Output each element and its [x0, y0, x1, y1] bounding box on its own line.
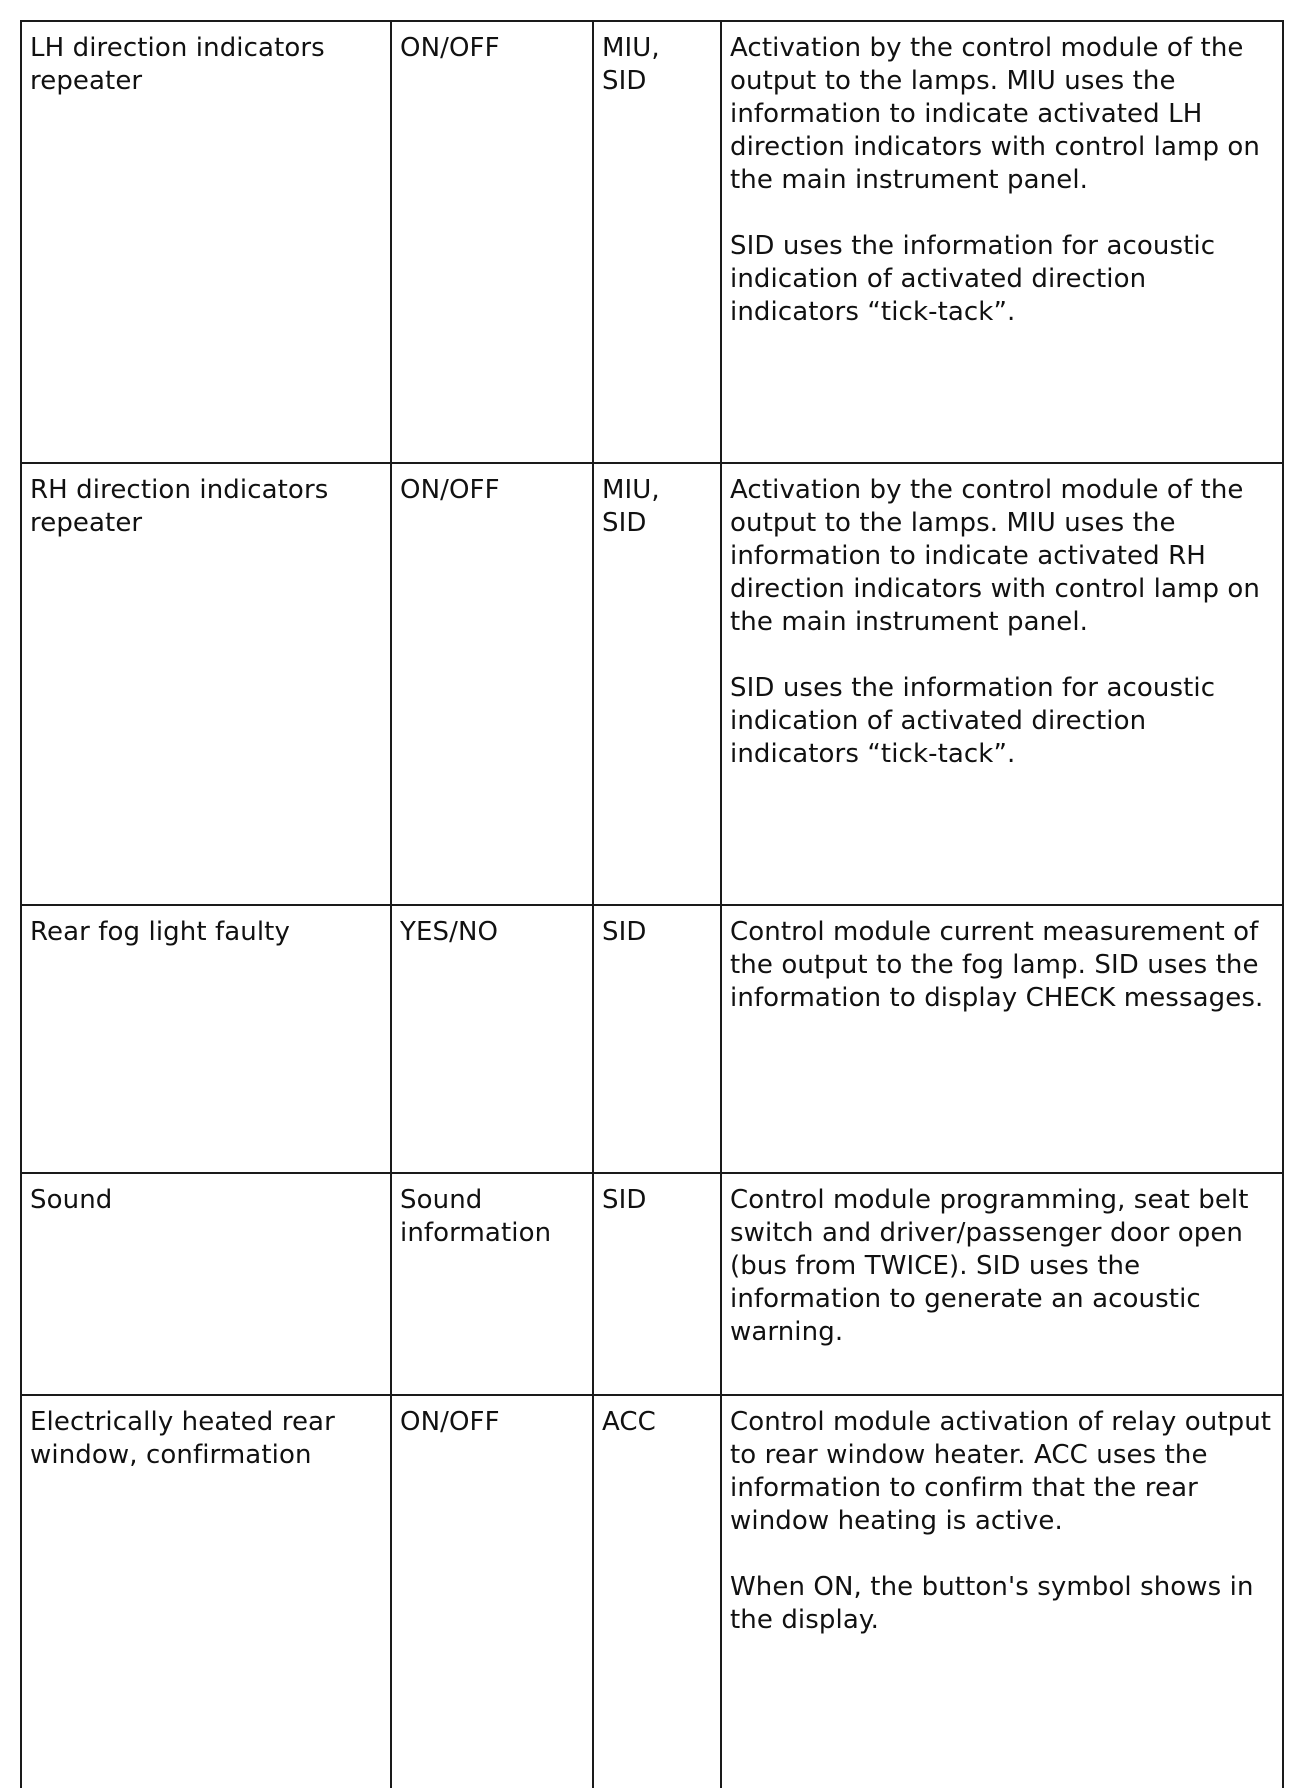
- description-cell: [730, 474, 1275, 771]
- signal-name-cell: Electrically heated rear window, confirmation: [30, 1407, 335, 1470]
- description-cell: [730, 1406, 1275, 1637]
- description-cell: [730, 1184, 1275, 1349]
- description-paragraph: Control module programming, seat belt switch and driver/passenger door open (bus from TWICE). SID uses the information to generate an acoustic warning.: [730, 1185, 1249, 1347]
- signal-name-cell: Sound: [30, 1185, 113, 1215]
- row-divider-4: [20, 1394, 1284, 1396]
- receiver-cell: MIU, SID: [602, 475, 660, 538]
- signal-name-cell: LH direction indicators repeater: [30, 33, 325, 96]
- description-paragraph: SID uses the information for acoustic indication of activated direction indicators “tick-tack”.: [730, 673, 1216, 769]
- row-divider-1: [20, 462, 1284, 464]
- signal-value-cell: ON/OFF: [400, 1407, 500, 1437]
- signal-value-cell: ON/OFF: [400, 475, 500, 505]
- receiver-cell: MIU, SID: [602, 33, 660, 96]
- description-paragraph: Activation by the control module of the output to the lamps. MIU uses the information to indicate activated RH direction indicators with control lamp on the main instrument panel.: [730, 475, 1261, 637]
- description-paragraph: Control module current measurement of the output to the fog lamp. SID uses the information to display CHECK messages.: [730, 917, 1264, 1013]
- signal-value-cell: ON/OFF: [400, 33, 500, 63]
- description-paragraph: When ON, the button's symbol shows in the display.: [730, 1572, 1254, 1635]
- row-divider-3: [20, 1172, 1284, 1174]
- table-border-top: [20, 20, 1284, 22]
- description-cell: [730, 916, 1275, 1015]
- signal-name-cell: Rear fog light faulty: [30, 917, 290, 947]
- description-paragraph: SID uses the information for acoustic indication of activated direction indicators “tick-tack”.: [730, 231, 1216, 327]
- receiver-cell: SID: [602, 1185, 647, 1215]
- signal-table: [20, 20, 1284, 1788]
- receiver-cell: ACC: [602, 1407, 656, 1437]
- description-paragraph: Activation by the control module of the output to the lamps. MIU uses the information to indicate activated LH direction indicators with control lamp on the main instrument panel.: [730, 33, 1261, 195]
- row-divider-2: [20, 904, 1284, 906]
- signal-value-cell: YES/NO: [400, 917, 499, 947]
- description-paragraph: Control module activation of relay output to rear window heater. ACC uses the information to confirm that the rear window heating is active.: [730, 1407, 1272, 1536]
- description-cell: [730, 32, 1275, 329]
- signal-value-cell: Sound information: [400, 1185, 552, 1248]
- signal-name-cell: RH direction indicators repeater: [30, 475, 329, 538]
- receiver-cell: SID: [602, 917, 647, 947]
